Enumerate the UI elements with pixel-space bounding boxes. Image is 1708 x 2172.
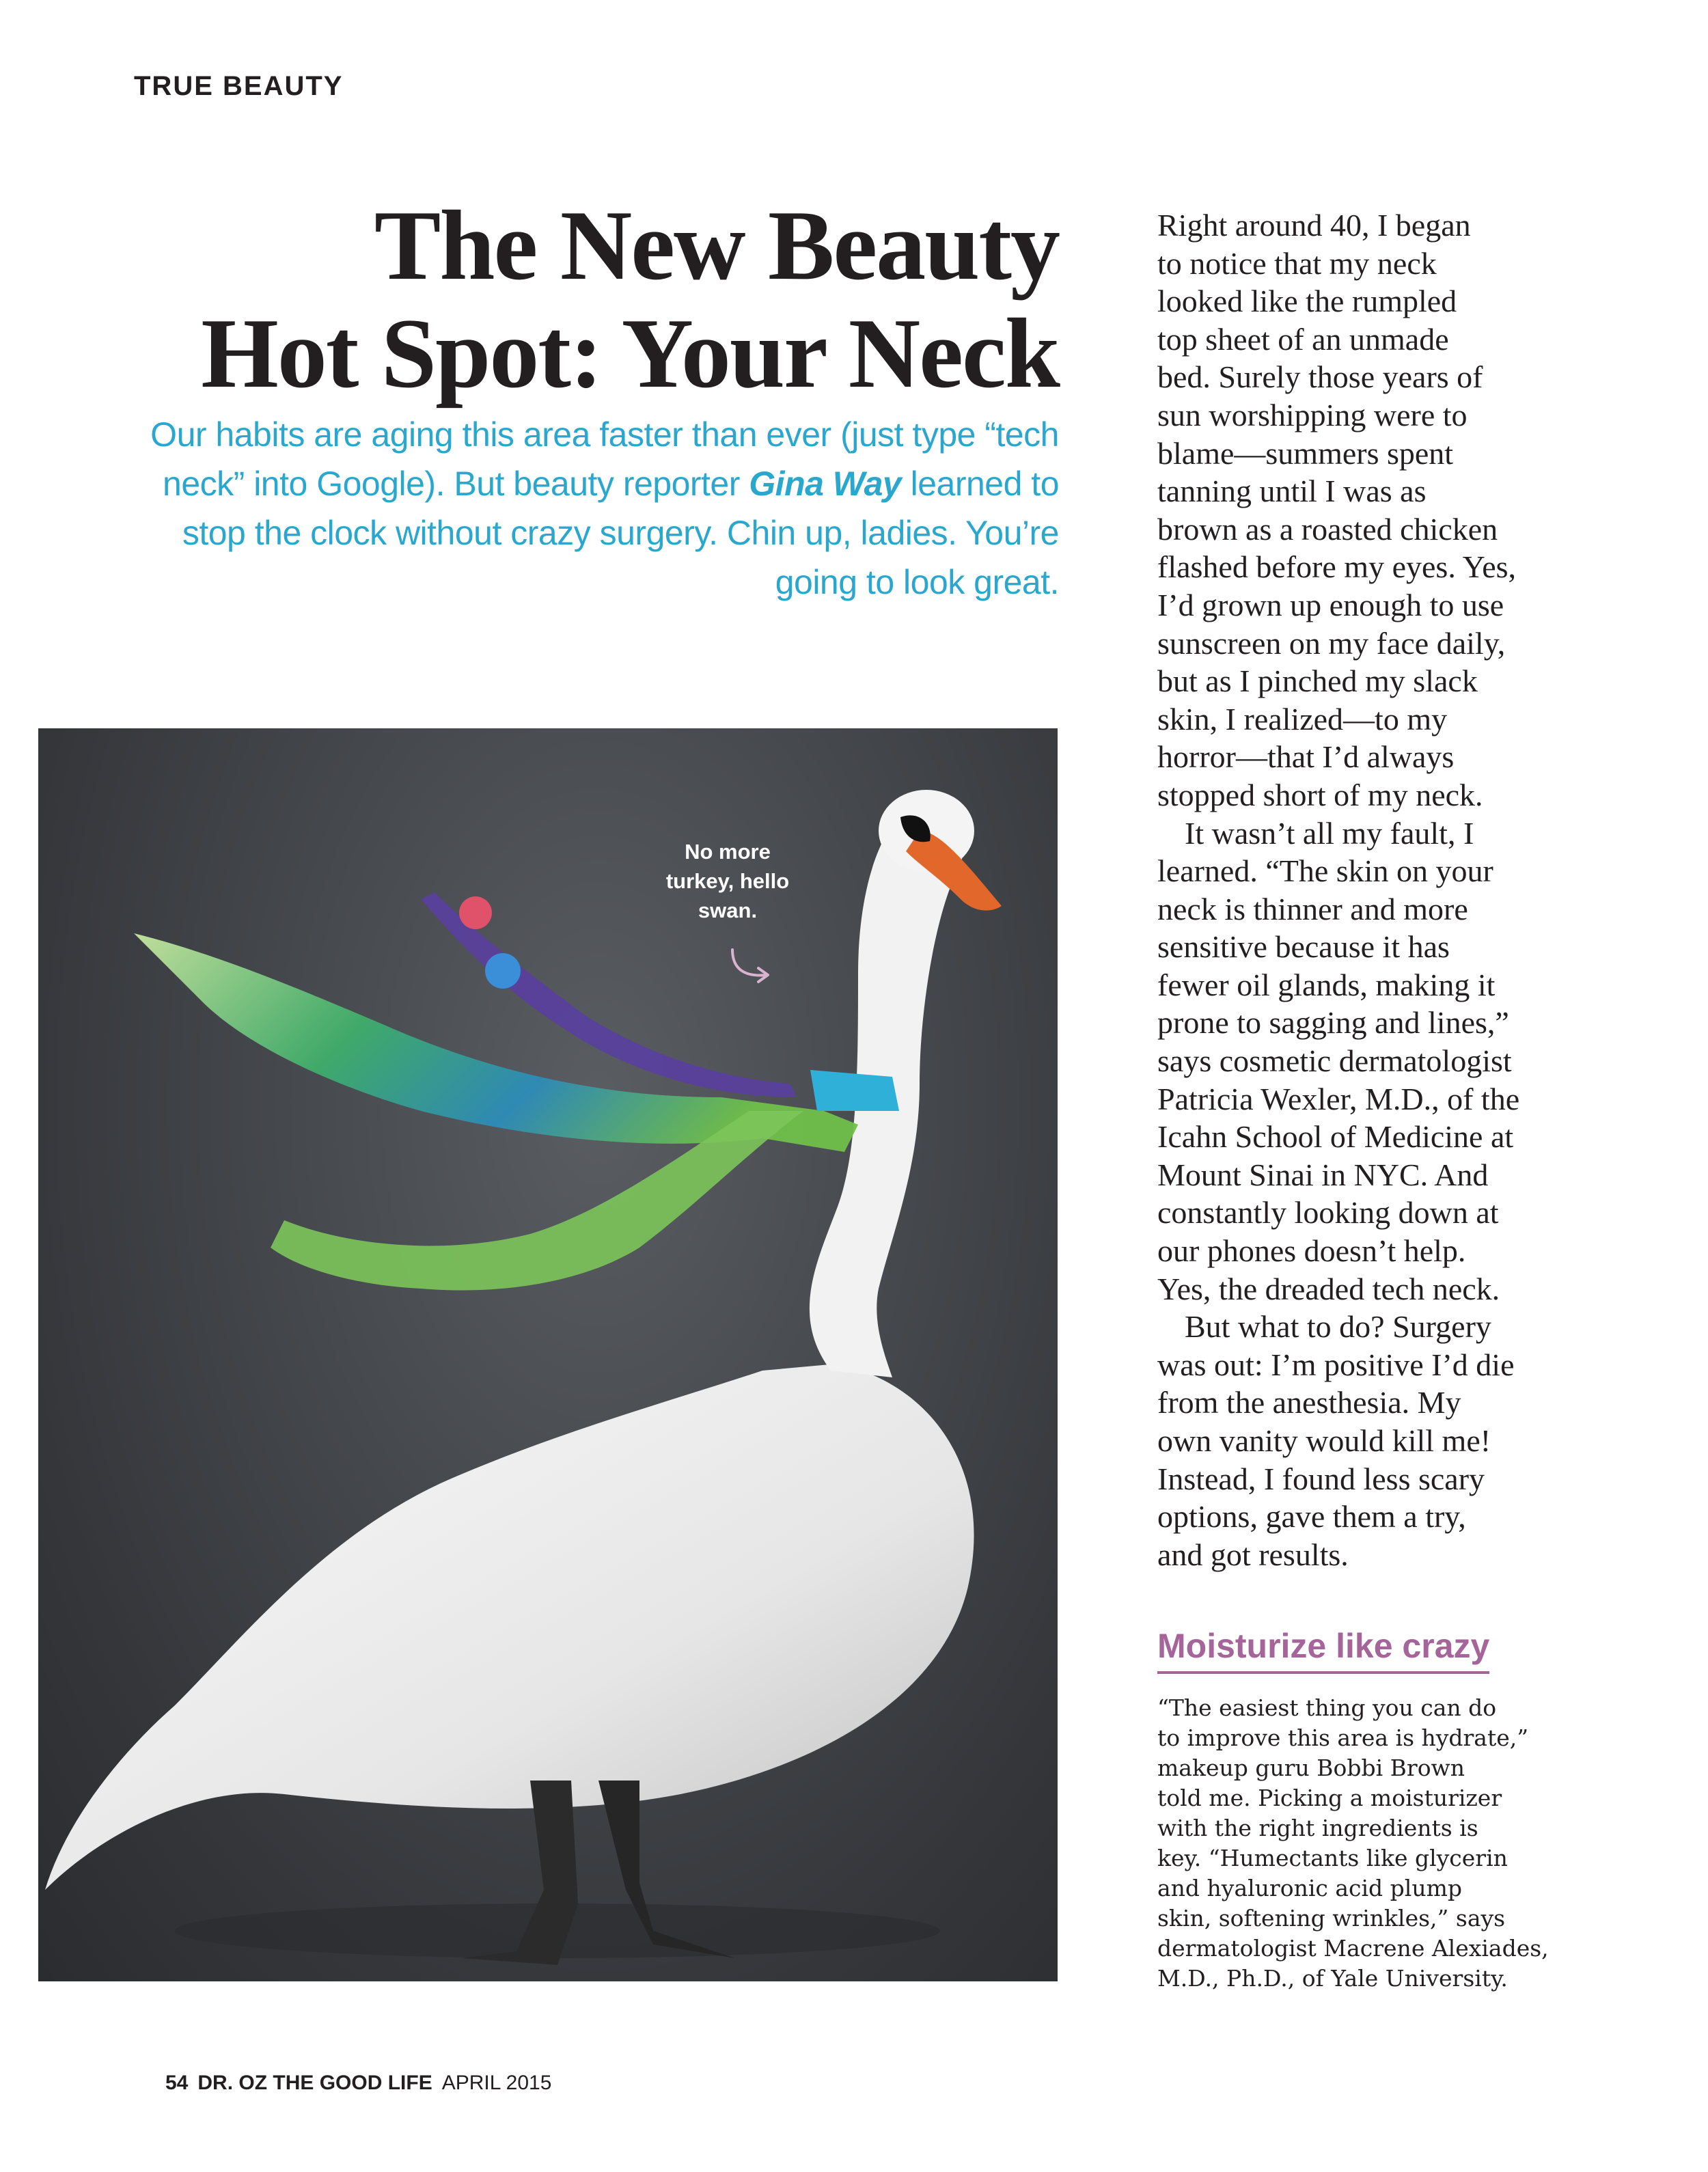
article-headline bbox=[102, 191, 1059, 407]
body-line: fewer oil glands, making it bbox=[1157, 967, 1496, 1002]
body-line: but as I pinched my slack bbox=[1157, 663, 1478, 699]
headline-line: The New Beauty bbox=[374, 190, 1059, 301]
body-paragraph bbox=[1157, 206, 1581, 814]
subsection-line: makeup guru Bobbi Brown bbox=[1157, 1755, 1465, 1781]
swan-illustration bbox=[38, 728, 1058, 1981]
subsection-copy bbox=[1157, 1693, 1567, 1994]
body-line: I’d grown up enough to use bbox=[1157, 587, 1504, 622]
subsection-line: with the right ingredients is bbox=[1157, 1815, 1478, 1841]
body-line: skin, I realized—to my bbox=[1157, 701, 1448, 737]
body-line: our phones doesn’t help. bbox=[1157, 1233, 1466, 1269]
body-line: options, gave them a try, bbox=[1157, 1499, 1466, 1535]
body-line: Instead, I found less scary bbox=[1157, 1461, 1485, 1496]
subsection-line: skin, softening wrinkles,” says bbox=[1157, 1905, 1506, 1932]
body-line: Patricia Wexler, M.D., of the bbox=[1157, 1081, 1520, 1116]
curved-arrow-icon bbox=[726, 946, 780, 987]
body-line: flashed before my eyes. Yes, bbox=[1157, 549, 1517, 585]
body-line: looked like the rumpled bbox=[1157, 284, 1457, 319]
body-column bbox=[1157, 206, 1581, 1573]
page-footer bbox=[165, 2072, 551, 2095]
page-number: 54 bbox=[165, 2072, 189, 2094]
subsection-line: dermatologist Macrene Alexiades, bbox=[1157, 1935, 1549, 1962]
scarf-dot bbox=[485, 953, 521, 989]
subsection-line: M.D., Ph.D., of Yale University. bbox=[1157, 1965, 1508, 1992]
body-line: Right around 40, I began bbox=[1157, 208, 1471, 243]
headline-line: Hot Spot: Your Neck bbox=[201, 298, 1059, 409]
swan-photo bbox=[38, 728, 1058, 1981]
body-line: says cosmetic dermatologist bbox=[1157, 1043, 1512, 1079]
body-line: to notice that my neck bbox=[1157, 245, 1437, 281]
subsection-line: and hyaluronic acid plump bbox=[1157, 1875, 1463, 1901]
body-line: constantly looking down at bbox=[1157, 1195, 1499, 1231]
body-line: Yes, the dreaded tech neck. bbox=[1157, 1271, 1500, 1306]
section-tag: TRUE BEAUTY bbox=[134, 71, 344, 101]
body-paragraph bbox=[1157, 1308, 1581, 1573]
body-line: and got results. bbox=[1157, 1537, 1349, 1572]
body-line: stopped short of my neck. bbox=[1157, 777, 1483, 812]
issue-date: APRIL 2015 bbox=[441, 2072, 552, 2094]
body-line: prone to sagging and lines,” bbox=[1157, 1005, 1509, 1041]
body-line: But what to do? Surgery bbox=[1185, 1309, 1491, 1345]
subsection-line: “The easiest thing you can do bbox=[1157, 1694, 1497, 1721]
body-line: sensitive because it has bbox=[1157, 929, 1450, 965]
body-line: horror—that I’d always bbox=[1157, 739, 1455, 775]
article-dek bbox=[137, 410, 1059, 607]
scarf-tail bbox=[271, 1111, 803, 1291]
body-line: Mount Sinai in NYC. And bbox=[1157, 1157, 1489, 1192]
callout-line: turkey, hello bbox=[665, 869, 790, 893]
body-line: learned. “The skin on your bbox=[1157, 853, 1493, 889]
body-line: bed. Surely those years of bbox=[1157, 359, 1483, 395]
body-line: neck is thinner and more bbox=[1157, 891, 1468, 926]
photo-callout bbox=[639, 837, 816, 925]
body-line: It wasn’t all my fault, I bbox=[1185, 815, 1474, 851]
callout-line: swan. bbox=[698, 898, 758, 922]
subsection-line: told me. Picking a moisturizer bbox=[1157, 1785, 1502, 1811]
swan-body bbox=[45, 1364, 974, 1890]
body-line: own vanity would kill me! bbox=[1157, 1423, 1491, 1458]
dek-text: learned to stop the clock without crazy surgery. Chin up, ladies. You’re going to look great. bbox=[182, 465, 1059, 601]
body-line: top sheet of an unmade bbox=[1157, 321, 1449, 357]
subsection-line: key. “Humectants like glycerin bbox=[1157, 1845, 1508, 1871]
body-paragraph bbox=[1157, 814, 1581, 1308]
body-line: brown as a roasted chicken bbox=[1157, 511, 1498, 547]
body-line: from the anesthesia. My bbox=[1157, 1385, 1461, 1420]
magazine-name: DR. OZ THE GOOD LIFE bbox=[197, 2072, 432, 2094]
subhead-moisturize: Moisturize like crazy bbox=[1157, 1626, 1489, 1674]
author-name: Gina Way bbox=[749, 465, 902, 503]
scarf-dot bbox=[459, 896, 492, 929]
body-line: tanning until I was as bbox=[1157, 473, 1427, 509]
body-line: sunscreen on my face daily, bbox=[1157, 625, 1506, 661]
body-line: Icahn School of Medicine at bbox=[1157, 1119, 1514, 1155]
callout-line: No more bbox=[685, 840, 771, 864]
body-line: blame—summers spent bbox=[1157, 435, 1454, 471]
subsection-line: to improve this area is hydrate,” bbox=[1157, 1724, 1529, 1751]
body-line: sun worshipping were to bbox=[1157, 397, 1468, 432]
body-line: was out: I’m positive I’d die bbox=[1157, 1347, 1515, 1382]
dek-text: Our habits are aging this area faster than ever (just type “tech neck” into Google). But beauty reporter bbox=[150, 415, 1059, 503]
